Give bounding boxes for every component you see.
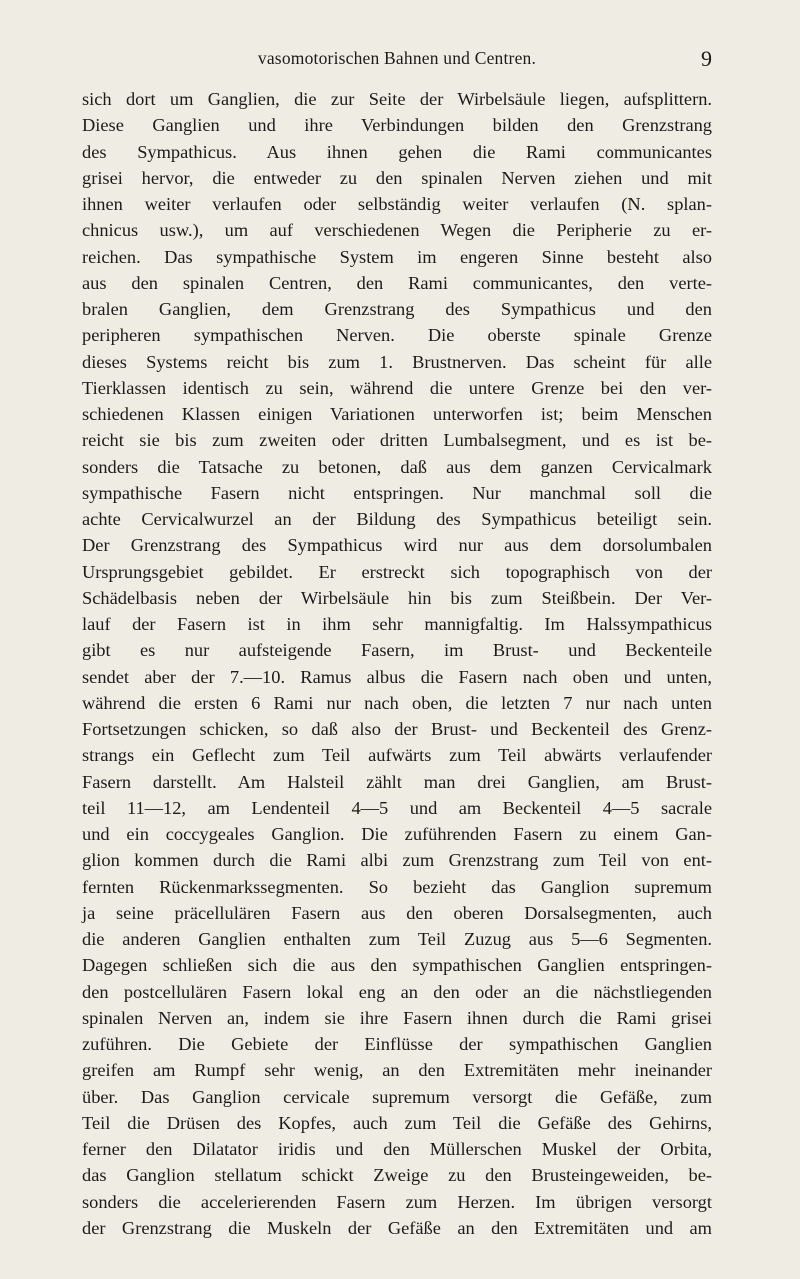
text-line: sich dort um Ganglien, die zur Seite der Wirbelsäule liegen, aufsplittern.	[82, 89, 712, 109]
text-line: Schädelbasis neben der Wirbelsäule hin bis zum Steißbein. Der Ver-	[82, 587, 712, 608]
text-line: teil 11—12, am Lendenteil 4—5 und am Beckenteil 4—5 sacrale	[82, 797, 712, 818]
text-line: den postcellulären Fasern lokal eng an den oder an die nächstliegenden	[82, 981, 712, 1002]
text-line: sonders die accelerierenden Fasern zum Herzen. Im übrigen versorgt	[82, 1191, 712, 1212]
text-line: fernten Rückenmarkssegmenten. So bezieht das Ganglion supremum	[82, 876, 712, 897]
text-line: des Sympathicus. Aus ihnen gehen die Rami communicantes	[82, 141, 712, 162]
text-line: das Ganglion stellatum schickt Zweige zu den Brusteingeweiden, be-	[82, 1165, 712, 1186]
text-line: zuführen. Die Gebiete der Einflüsse der sympathischen Ganglien	[82, 1034, 712, 1054]
text-line: reichen. Das sympathische System im engeren Sinne besteht also	[82, 246, 712, 267]
text-line: peripheren sympathischen Nerven. Die oberste spinale Grenze	[82, 325, 712, 346]
text-line: chnicus usw.), um auf verschiedenen Wegen die Peripherie zu er-	[82, 220, 712, 241]
text-line: sympathische Fasern nicht entspringen. Nur manchmal soll die	[82, 482, 712, 503]
text-line: und ein coccygeales Ganglion. Die zuführenden Fasern zu einem Gan-	[82, 824, 712, 844]
running-title: vasomotorischen Bahnen und Centren.	[257, 48, 537, 68]
page-number: 9	[701, 46, 712, 71]
text-line: bralen Ganglien, dem Grenzstrang des Sympathicus und den	[82, 299, 712, 319]
text-line: glion kommen durch die Rami albi zum Grenzstrang zum Teil von ent-	[82, 850, 712, 871]
running-head	[82, 48, 712, 72]
text-line: Dagegen schließen sich die aus den sympathischen Ganglien entspringen-	[82, 955, 712, 976]
text-line: aus den spinalen Centren, den Rami communicantes, den verte-	[82, 272, 712, 293]
text-line: während die ersten 6 Rami nur nach oben, die letzten 7 nur nach unten	[82, 692, 712, 713]
text-line: sonders die Tatsache zu betonen, daß aus dem ganzen Cervicalmark	[82, 456, 712, 477]
text-line: greifen am Rumpf sehr wenig, an den Extremitäten mehr ineinander	[82, 1060, 712, 1081]
text-line: die anderen Ganglien enthalten zum Teil Zuzug aus 5—6 Segmenten.	[82, 929, 712, 949]
text-line: dieses Systems reicht bis zum 1. Brustnerven. Das scheint für alle	[82, 351, 712, 372]
text-line: achte Cervicalwurzel an der Bildung des Sympathicus beteiligt sein.	[82, 509, 712, 529]
text-line: schiedenen Klassen einigen Variationen unterworfen ist; beim Menschen	[82, 404, 712, 424]
text-line: Ursprungsgebiet gebildet. Er erstreckt sich topographisch von der	[82, 561, 712, 582]
text-line: ihnen weiter verlaufen oder selbständig weiter verlaufen (N. splan-	[82, 194, 712, 214]
text-line: reicht sie bis zum zweiten oder dritten Lumbalsegment, und es ist be-	[82, 430, 712, 451]
text-line: über. Das Ganglion cervicale supremum versorgt die Gefäße, zum	[82, 1086, 712, 1107]
text-line: Teil die Drüsen des Kopfes, auch zum Teil die Gefäße des Gehirns,	[82, 1112, 712, 1133]
text-line: grisei hervor, die entweder zu den spinalen Nerven ziehen und mit	[82, 167, 712, 188]
text-line: Der Grenzstrang des Sympathicus wird nur aus dem dorsolumbalen	[82, 535, 712, 556]
text-line: der Grenzstrang die Muskeln der Gefäße an den Extremitäten und am	[82, 1217, 712, 1238]
text-line: Fortsetzungen schicken, so daß also der Brust- und Beckenteil des Grenz-	[82, 719, 712, 739]
text-line: Diese Ganglien und ihre Verbindungen bilden den Grenzstrang	[82, 115, 712, 136]
text-line: spinalen Nerven an, indem sie ihre Fasern ihnen durch die Rami grisei	[82, 1007, 712, 1028]
body-paragraph	[82, 86, 712, 1241]
text-line: lauf der Fasern ist in ihm sehr mannigfaltig. Im Halssympathicus	[82, 614, 712, 634]
text-line: ferner den Dilatator iridis und den Müllerschen Muskel der Orbita,	[82, 1139, 712, 1159]
text-line: ja seine präcellulären Fasern aus den oberen Dorsalsegmenten, auch	[82, 902, 712, 923]
text-line: strangs ein Geflecht zum Teil aufwärts zum Teil abwärts verlaufender	[82, 745, 712, 766]
text-line: gibt es nur aufsteigende Fasern, im Brust- und Beckenteile	[82, 640, 712, 661]
text-line: sendet aber der 7.—10. Ramus albus die Fasern nach oben und unten,	[82, 666, 712, 687]
text-line: Tierklassen identisch zu sein, während die untere Grenze bei den ver-	[82, 377, 712, 398]
text-line: Fasern darstellt. Am Halsteil zählt man drei Ganglien, am Brust-	[82, 771, 712, 792]
